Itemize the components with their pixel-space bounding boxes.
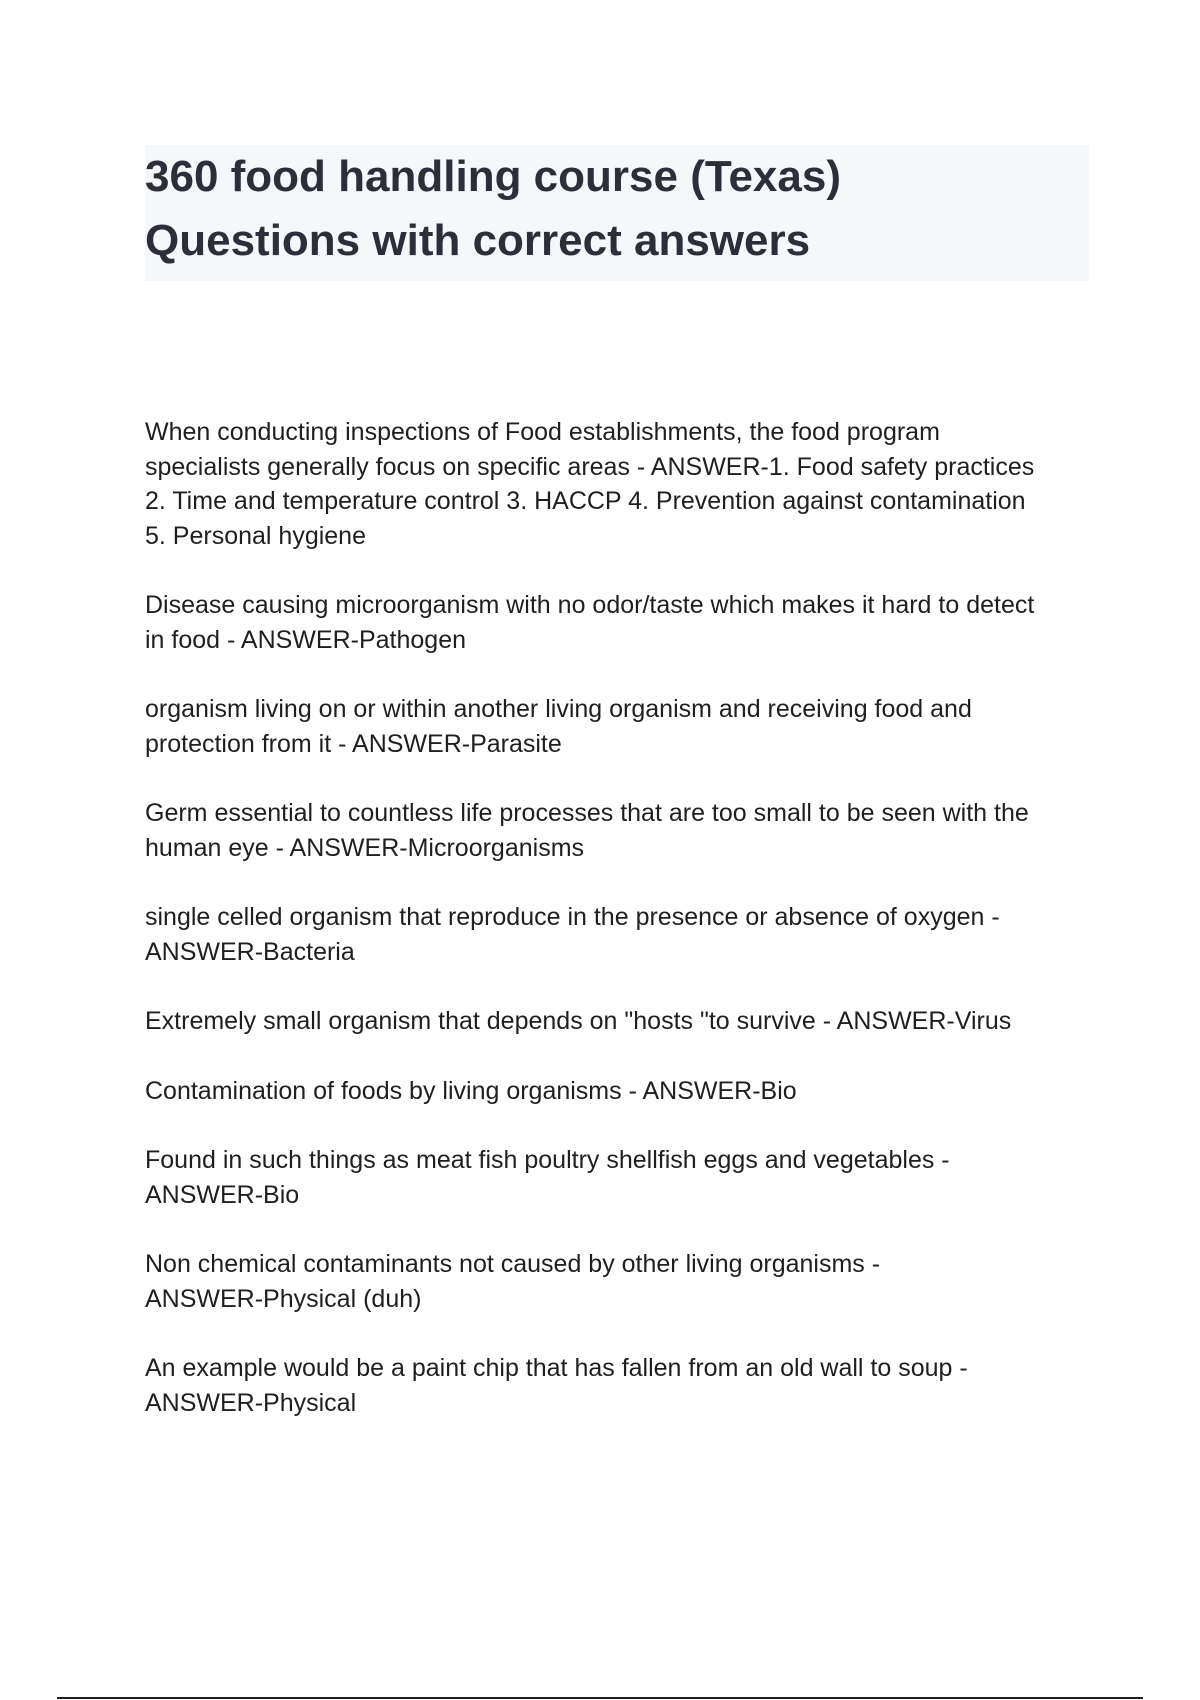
qa-item-line: ANSWER-Bio [145, 1180, 300, 1209]
qa-item [145, 1143, 1090, 1212]
qa-list [145, 415, 1090, 1455]
title-banner [145, 145, 1089, 281]
qa-item-line: Extremely small organism that depends on "hosts "to survive - ANSWER-Virus [145, 1007, 1012, 1035]
qa-item-line: ANSWER-Bacteria [145, 937, 355, 966]
qa-item-line: An example would be a paint chip that has fallen from an old wall to soup - [145, 1354, 968, 1382]
qa-item-line: single celled organism that reproduce in the presence or absence of oxygen - [145, 903, 1000, 931]
footer-divider [57, 1697, 1143, 1699]
qa-item [145, 796, 1090, 865]
qa-item-line: When conducting inspections of Food establishments, the food program [145, 418, 940, 446]
qa-item-line: specialists generally focus on specific areas - ANSWER-1. Food safety practices [145, 452, 1035, 481]
qa-item [145, 900, 1090, 969]
qa-item-line: ANSWER-Physical (duh) [145, 1284, 422, 1313]
qa-item [145, 415, 1090, 553]
qa-item-line: protection from it - ANSWER-Parasite [145, 729, 562, 758]
qa-item [145, 1074, 1090, 1109]
qa-item-line: Disease causing microorganism with no odor/taste which makes it hard to detect [145, 591, 1035, 619]
qa-item-line: organism living on or within another living organism and receiving food and [145, 695, 972, 723]
qa-item-line: 2. Time and temperature control 3. HACCP 4. Prevention against contamination [145, 487, 1026, 515]
qa-item [145, 588, 1090, 657]
qa-item [145, 1247, 1090, 1316]
document-title [145, 145, 1089, 273]
qa-item-line: Germ essential to countless life processes that are too small to be seen with the [145, 799, 1029, 827]
qa-item-line: Found in such things as meat fish poultry shellfish eggs and vegetables - [145, 1146, 950, 1174]
qa-item-line: human eye - ANSWER-Microorganisms [145, 833, 585, 862]
qa-item-line: ANSWER-Physical [145, 1388, 357, 1417]
qa-item-line: Contamination of foods by living organisms - ANSWER-Bio [145, 1076, 797, 1105]
title-line-2: Questions with correct answers [145, 216, 811, 265]
qa-item-line: in food - ANSWER-Pathogen [145, 625, 466, 654]
title-line-1: 360 food handling course (Texas) [145, 152, 841, 201]
qa-item [145, 692, 1090, 761]
qa-item-line: 5. Personal hygiene [145, 521, 366, 550]
qa-item [145, 1004, 1090, 1039]
qa-item-line: Non chemical contaminants not caused by other living organisms - [145, 1250, 881, 1278]
qa-item [145, 1351, 1090, 1420]
